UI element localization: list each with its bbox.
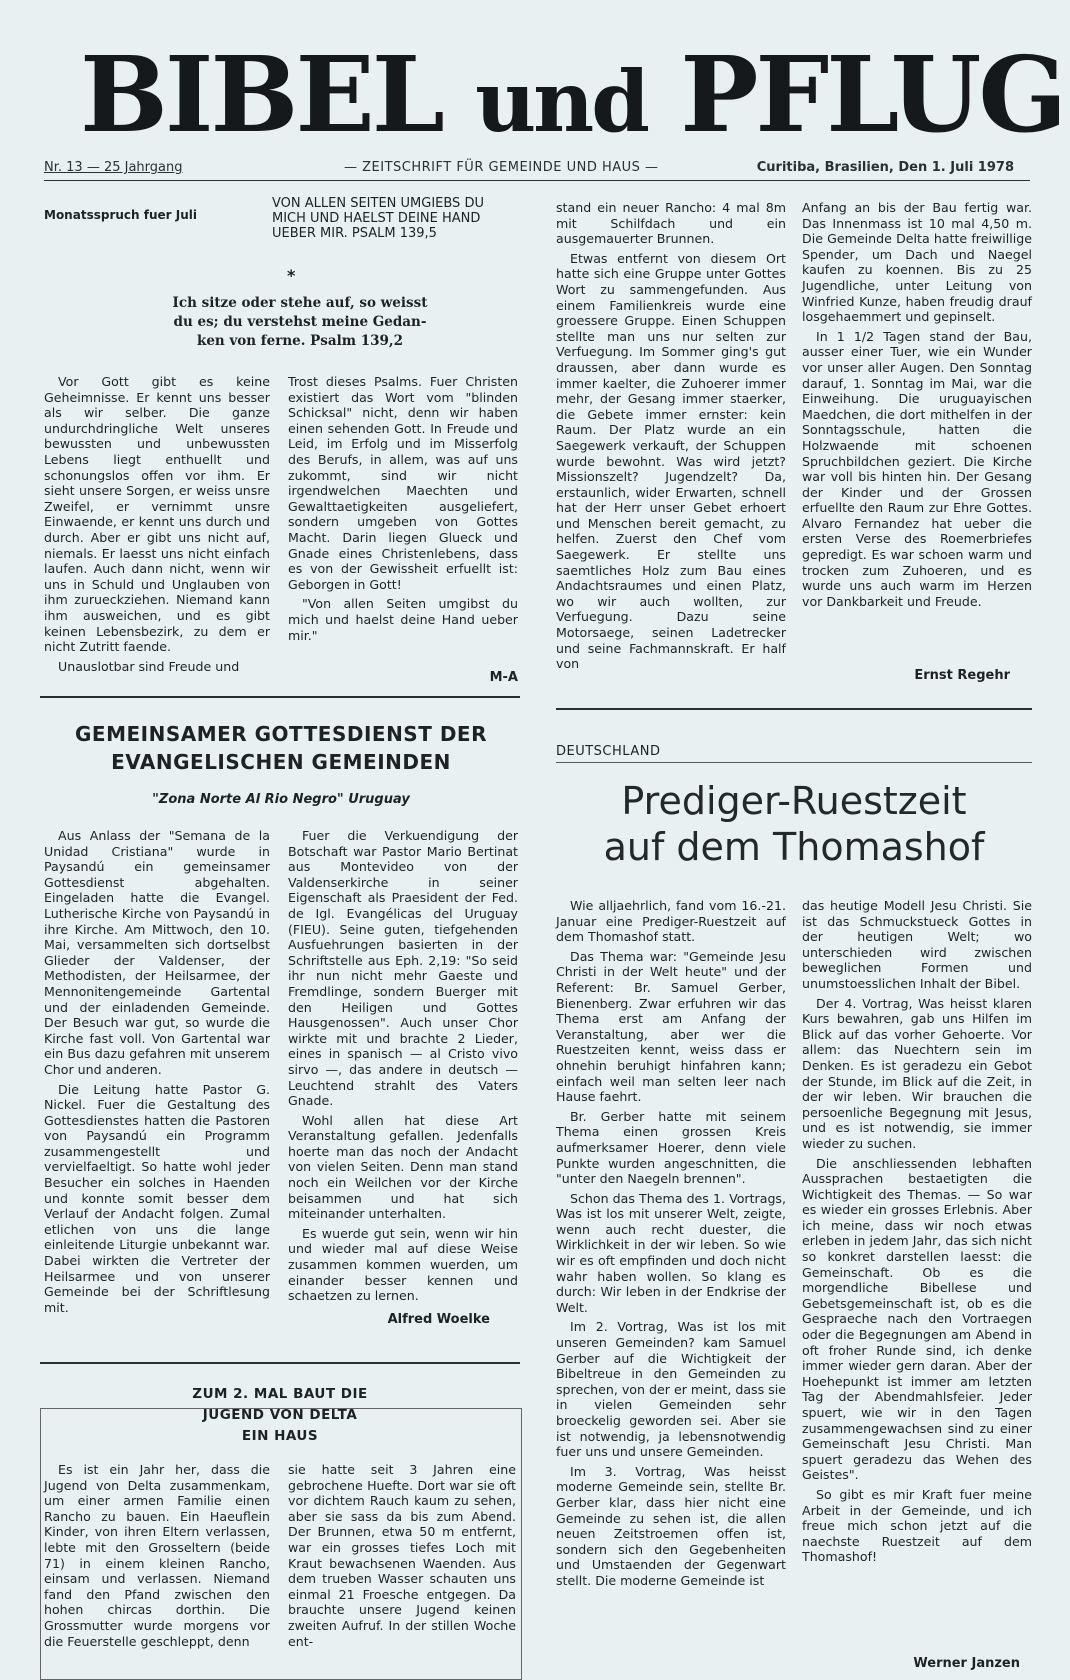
monatsspruch-label: Monatsspruch fuer Juli	[44, 208, 197, 222]
prediger-col2-p2: Der 4. Vortrag, Was heisst klaren Kurs bewahren, gab uns Hilfen im Blick auf das vorher Gehoerte. Vor allem: das Nuechtern sein im Denken. Es ist geradezu ein Gebot der Stunde, im Blick auf die Zeit, in der wir leben. Wir brauchen die persoenliche Begegnung mit Jesus, und es ist notwendig, sie immer wieder zu suchen.	[802, 995, 1032, 1151]
verse-line-2: du es; du verstehst meine Gedan-	[173, 314, 427, 330]
article1-col1-p1: Vor Gott gibt es keine Geheimnisse. Er kennt uns besser als wir selber. Die ganze undurchdringliche Welt unseres bewussten und unbewussten Lebens liegt enthuellt und schonungslos offen vor ihm. Er sieht unsere Sorgen, er weiss unsre Zweifel, er vernimmt unsre Einwaende, er kennt uns durch und durch. Aber er gibt uns nicht auf, niemals. Er laesst uns nicht einfach laufen. Auch dann nicht, wenn wir uns in Schuld und Unglauben von ihm zurueckziehen. Niemand kann ihm ausweichen, und es gibt keinen Lebensbezirk, zu dem er nicht Zutritt faende.	[44, 374, 270, 655]
masthead-title	[80, 33, 1065, 157]
issue-number: Nr. 13 — 25 Jahrgang	[44, 160, 183, 175]
gottesdienst-col1	[44, 828, 270, 1319]
delta-col1	[44, 1462, 270, 1653]
gottesdienst-col2-p2: Wohl allen hat diese Art Veranstaltung gefallen. Jedenfalls hoerte man das noch der Andacht von vielen Seiten. Denn man stand noch ein Weilchen vor der Kirche beisammen und hat sich miteinander unterhalten.	[288, 1112, 518, 1222]
prediger-col2-p4: So gibt es mir Kraft fuer meine Arbeit in der Gemeinde, und ich freue mich schon jetzt auf die naechste Ruestzeit auf dem Thomashof!	[802, 1486, 1032, 1565]
delta-col2-p1: sie hatte seit 3 Jahren eine gebrochene Huefte. Dort war sie oft vor dichtem Rauch kaum zu sehen, aber sie sass da bis zum Abend. Der Brunnen, etwa 50 m entfernt, war ein grosses tiefes Loch mit Kraut bewachsenen Waenden. Aus dem trueben Wasser schauten uns einmal 21 Froesche entgegen. Da brauchte unsere Jugend keinen zweiten Aufruf. In der stillen Woche ent-	[288, 1462, 516, 1649]
prediger-col1-p5: Im 2. Vortrag, Was ist los mit unseren Gemeinden? kam Samuel Gerber auf die Wichtigkeit der Bibeltreue in den Gemeinden zu sprechen, von der er meint, dass sie in vielen Gemeinden sehr broeckelig geworden sei. Aber sie ist notwendig, ja lebensnotwendig fuer uns und unsere Gemeinden.	[556, 1319, 786, 1460]
delta-col4	[802, 200, 1032, 613]
gottesdienst-col1-p2: Die Leitung hatte Pastor G. Nickel. Fuer die Gestaltung des Gottesdienstes hatten die Pastoren von Paysandú ein Programm zusammengestellt und vervielfaeltigt. So hatte wohl jeder Besucher ein solches in Haenden und konnte somit besser dem Verlauf der Andacht folgen. Zumal etlichen von uns die lange einleitende Liturgie unbekannt war. Dabei wirkten die Vertreter der Heilsarmee und von unserer Gemeinde bei der Schriftlesung mit.	[44, 1081, 270, 1315]
prediger-col1-p3: Br. Gerber hatte mit seinem Thema einen grossen Kreis aufmerksamer Hoerer, denn viele Punkte wurden angeschnitten, die "unter den Naegeln brennen".	[556, 1108, 786, 1187]
prediger-heading	[556, 778, 1032, 870]
divider-right-1	[556, 708, 1032, 710]
place-date: Curitiba, Brasilien, Den 1. Juli 1978	[756, 160, 1014, 175]
article1-signature: M-A	[489, 670, 518, 685]
gottesdienst-heading	[44, 720, 518, 776]
article1-col1	[44, 374, 270, 678]
masthead-title-und: und	[475, 52, 647, 151]
masthead-subtitle: — ZEITSCHRIFT FÜR GEMEINDE UND HAUS —	[344, 160, 659, 175]
prediger-heading-line1: Prediger-Ruestzeit	[621, 779, 967, 823]
prediger-col1	[556, 898, 786, 1593]
gottesdienst-col1-p1: Aus Anlass der "Semana de la Unidad Cristiana" wurde in Paysandú ein gemeinsamer Gottesdienst abgehalten. Eingeladen hatte die Evangel. Lutherische Kirche von Paysandú in ihre Kirche. Am Mittwoch, den 10. Mai, versammelten sich dortselbst Glieder der Valdenser, der Methodisten, der Heilsarmee, der Mennonitengemeinde Gartental und der einladenden Gemeinde. Der Besuch war gut, so wurde die Kirche fast voll. Von Gartental war ein Bus dazu gefahren mit unserem Chor und anderen.	[44, 828, 270, 1077]
delta-heading-line1: ZUM 2. MAL BAUT DIE	[192, 1386, 368, 1402]
delta-signature: Ernst Regehr	[914, 668, 1010, 683]
delta-col3-p2: Etwas entfernt von diesem Ort hatte sich eine Gruppe unter Gottes Wort zu sammengefunden. Aus einem Familienkreis wurde eine groessere Gruppe. Einen Schuppen stellte man uns nur selten zur Verfuegung. Im Sommer ging's gut draussen, aber dann wurde es immer kaelter, die Zuhoerer immer mehr, der Gesang immer staerker, die Gebete immer ernster: kein Raum. Der Platz wurde an ein Saegewerk verkauft, der Schuppen wurde bewohnt. Was wird jetzt? Missionszelt? Jugendzelt? Da, erstaunlich, wider Erwarten, schnell hat der Herr unser Gebet erhoert und Menschen bereit gemacht, zu helfen. Zuerst den Chef vom Saegewerk. Er stellte uns saemtliches Holz zum Bau eines Andachtsraumes und einen Platz, wo wir auch wollten, zur Verfuegung. Dazu seine Motorsaege, seinen Ladetrecker und seine Fachmannskraft. Er half von	[556, 250, 786, 672]
gottesdienst-col2-p3: Es wuerde gut sein, wenn wir hin und wieder mal auf diese Weise zusammen kommen wuerden, um einander besser kennen und schaetzen zu lernen.	[288, 1225, 518, 1304]
divider-left-1	[40, 696, 520, 698]
delta-col3-p1: stand ein neuer Rancho: 4 mal 8m mit Schilfdach und ein ausgemauerter Brunnen.	[556, 200, 786, 247]
prediger-col1-p2: Das Thema war: "Gemeinde Jesu Christi in der Welt heute" und der Referent: Br. Samuel Gerber, Bienenberg. Zwar erfuhren wir das Thema erst am Anfang der Veranstaltung, aber wer die Ruestzeiten kennt, weiss dass er ohnehin beruhigt hinfahren kann; einfach weil man selten leer nach Hause faehrt.	[556, 948, 786, 1105]
delta-heading-line2: JUGEND VON DELTA	[202, 1407, 358, 1423]
prediger-col1-p6: Im 3. Vortrag, Was heisst moderne Gemeinde sein, stellte Br. Gerber klar, dass hier nicht eine Gemeinde zu sehen ist, die allen neuen Zeitstroemen offen ist, sondern sich den Gegebenheiten und Umstaenden der Gegenwart stellt. Die moderne Gemeinde ist	[556, 1463, 786, 1588]
article1-col2-p2: "Von allen Seiten umgibst du mich und haelst deine Hand ueber mir."	[288, 596, 518, 643]
gottesdienst-heading-line2: EVANGELISCHEN GEMEINDEN	[111, 750, 451, 774]
verse-line-3: ken von ferne. Psalm 139,2	[196, 333, 404, 349]
gottesdienst-subheading: "Zona Norte Al Rio Negro" Uruguay	[152, 792, 410, 807]
masthead-title-bibel: BIBEL	[80, 33, 442, 156]
masthead-title-pflug: PFLUG	[680, 33, 1065, 156]
delta-col3	[556, 200, 786, 676]
prediger-heading-line2: auf dem Thomashof	[603, 825, 985, 869]
gottesdienst-col2	[288, 828, 518, 1308]
verse-line-1: Ich sitze oder stehe auf, so weisst	[172, 295, 428, 311]
delta-heading-line3: EIN HAUS	[241, 1428, 319, 1444]
prediger-signature: Werner Janzen	[913, 1656, 1020, 1671]
gottesdienst-heading-line1: GEMEINSAMER GOTTESDIENST DER	[75, 722, 487, 746]
delta-col4-p2: In 1 1/2 Tagen stand der Bau, ausser einer Tuer, wie ein Wunder vor unser aller Augen. Den Sonntag darauf, 1. Sonntag im Mai, war die Einweihung. Die uruguayischen Maedchen, die dort mithelfen in der Sonntagsschule, hatten die Holzwaende mit schoenen Spruchbildchen geziert. Die Kirche war voll bis hinten hin. Der Gesang der Kinder und der Grossen erfuellte den Raum zur Ehre Gottes. Alvaro Fernandez hat ueber die ersten Verse des Roemerbriefes gepredigt. Es war schoen warm und trocken zum Zuhoeren, und es wurde uns auch warm im Herzen vor Dankbarkeit und Freude.	[802, 328, 1032, 609]
divider-left-2	[40, 1362, 520, 1364]
prediger-col2-p3: Die anschliessenden lebhaften Aussprachen bestaetigten die Wichtigkeit des Themas. — So war es wieder ein grosses Erlebnis. Aber ich meine, dass wir noch etwas erleben in jedem Jahr, das sich nicht so konkret darstellen laesst: die Gemeinschaft. Ob es die morgendliche Bibellese und Gebetsgemeinschaft ist, ob es die Gespraeche nach den Vortraegen oder die Begegnungen am Abend in oft froher Runde sind, ich denke immer wieder gern daran. Aber der Hoehepunkt ist immer am letzten Tag der Abendmahlsfeier. Jeder spuert, wie wir in den Tagen zusammengewachsen sind zu einer Gemeinschaft Jesu Christi. Man spuert geradezu das Wehen des Geistes".	[802, 1155, 1032, 1483]
article1-col2-p1: Trost dieses Psalms. Fuer Christen existiert das Wort vom "blinden Schicksal" nicht, denn wir haben einen sehenden Gott. In Freude und Leid, im Erfolg und im Misserfolg des Berufs, in allem, was auf uns zukommt, sind wir nicht irgendwelchen Maechten und Gewalttaetigkeiten ausgeliefert, sondern umgeben von Gottes Macht. Darin liegen Glueck und Gnade eines Christenlebens, dass es von der Gewissheit erfuellt ist: Geborgen in Gott!	[288, 374, 518, 592]
verse-box	[150, 294, 450, 351]
verse-star: *	[287, 266, 296, 285]
gottesdienst-signature: Alfred Woelke	[387, 1312, 490, 1327]
delta-col1-p1: Es ist ein Jahr her, dass die Jugend von Delta zusammenkam, um einer armen Familie einen Rancho zu bauen. Ein Haeuflein Kinder, von ihren Eltern verlassen, lebte mit den Grosseltern (beide 71) in einem kleinen Rancho, einsam und verlassen. Niemand fand den Pfand zwischen den hohen chircas dorthin. Die Grossmutter wurde morgens vor die Feuerstelle geschleppt, denn	[44, 1462, 270, 1649]
masthead-infoline	[44, 158, 1030, 181]
delta-col2	[288, 1462, 516, 1653]
delta-col4-p1: Anfang an bis der Bau fertig war. Das Innenmass ist 10 mal 4,50 m. Die Gemeinde Delta hatte freiwillige Spender, um Dach und Naegel kaufen zu koennen. Bis zu 25 Jugendliche, unter Leitung von Winfried Kunze, haben freudig drauf losgehaemmert und gepinselt.	[802, 200, 1032, 325]
gottesdienst-col2-p1: Fuer die Verkuendigung der Botschaft war Pastor Mario Bertinat aus Montevideo von der Valdenserkirche in seiner Eigenschaft als Praesident der Fed. de Igl. Evangélicas del Uruguay (FIEU). Seine guten, tiefgehenden Ausfuehrungen basierten in der Schriftstelle aus Eph. 2,19: "So seid ihr nun nicht mehr Gaeste und Fremdlinge, sondern Buerger mit den Heiligen und Gottes Hausgenossen". Auch unser Chor wirkte mit und brachte 2 Lieder, eines in spanisch — al Cristo vivo sirvo —, das andere in deutsch — Leuchtend strahlt des Vaters Gnade.	[288, 828, 518, 1109]
delta-heading	[150, 1384, 410, 1447]
article1-col1-p2: Unauslotbar sind Freude und	[58, 658, 240, 674]
prediger-col2	[802, 898, 1032, 1569]
monatsspruch-text: VON ALLEN SEITEN UMGIEBS DU MICH UND HAELST DEINE HAND UEBER MIR. PSALM 139,5	[272, 196, 484, 241]
divider-right-thin	[556, 762, 1032, 763]
prediger-col2-p1: das heutige Modell Jesu Christi. Sie ist das Schmuckstueck Gottes in der heutigen Welt; wo unterschieden wird zwischen beweglichen Formen und unumstoesslichen Inhalt der Bibel.	[802, 898, 1032, 991]
section-label-deutschland: DEUTSCHLAND	[556, 744, 661, 759]
prediger-col1-p1: Wie alljaehrlich, fand vom 16.-21. Januar eine Prediger-Ruestzeit auf dem Thomashof statt.	[556, 898, 786, 945]
prediger-col1-p4: Schon das Thema des 1. Vortrags, Was ist los mit unserer Welt, zeigte, wenn auch recht duester, die Wirklichkeit in der wir leben. So wie wir es oft empfinden und doch nicht wahr haben wollen. So klang es durch: Wir leben in der Endkrise der Welt.	[556, 1190, 786, 1315]
article1-col2	[288, 374, 518, 647]
